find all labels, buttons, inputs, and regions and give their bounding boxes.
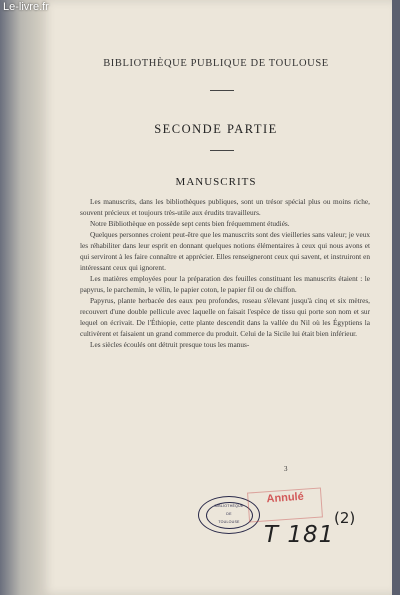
shelfmark-suffix: (2) (334, 509, 356, 527)
cancelled-stamp (247, 487, 323, 522)
cancelled-stamp-text: Annulé (266, 490, 305, 506)
watermark: Le-livre.fr (3, 1, 49, 13)
body-text (80, 196, 370, 350)
part-title: SECONDE PARTIE (154, 122, 278, 136)
paragraph: Les matières employées pour la préparation des feuilles constituant les manuscrits étaient : le papyrus, le parchemin, le vélin, le papier coton, le papier fil ou de chiffon. (80, 274, 370, 294)
library-header: BIBLIOTHÈQUE PUBLIQUE DE TOULOUSE (103, 58, 329, 69)
divider-rule (210, 150, 234, 151)
paragraph: Les siècles écoulés ont détruit presque tous les manus- (90, 340, 250, 349)
section-title: MANUSCRITS (175, 176, 257, 188)
paragraph: Les manuscrits, dans les bibliothèques publiques, sont un trésor spécial plus ou moins riche, souvent précieux et toujours très-utile aux érudits travailleurs. (80, 197, 370, 217)
stamp-text: TOULOUSE (218, 520, 240, 524)
paragraph: Notre Bibliothèque en possède sept cents bien fréquemment étudiés. (90, 219, 290, 228)
stamp-text: BIBLIOTHÈQUE (214, 504, 244, 508)
page-signature: 3 (284, 465, 288, 473)
divider-rule (210, 90, 234, 91)
stamp-text: DE (226, 512, 232, 516)
paragraph: Quelques personnes croient peut-être que les manuscrits sont des vieilleries sans valeur; je veux les réhabiliter dans leur esprit en donnant quelques notions élémentaires à ceux qui nous avons et qui serviront à les faire connaître et apprécier. Elles renseigneront ceux qui savent, et instruiront en intéressant ceux qui ignorent. (80, 230, 370, 272)
shelfmark: T 181 (264, 522, 335, 548)
paragraph: Papyrus, plante herbacée des eaux peu profondes, roseau s'élevant jusqu'à cinq et six mètres, recouvert d'une double pellicule avec laquelle on faisait l'espèce de tissu qui porte son nom et sur lequel on écrivait. De l'Éthiopie, cette plante descendit dans la vallée du Nil où les Égyptiens la cultivèrent et faisaient un grand commerce du produit. Celui de la Sicile lui était bien inférieur. (80, 296, 370, 338)
